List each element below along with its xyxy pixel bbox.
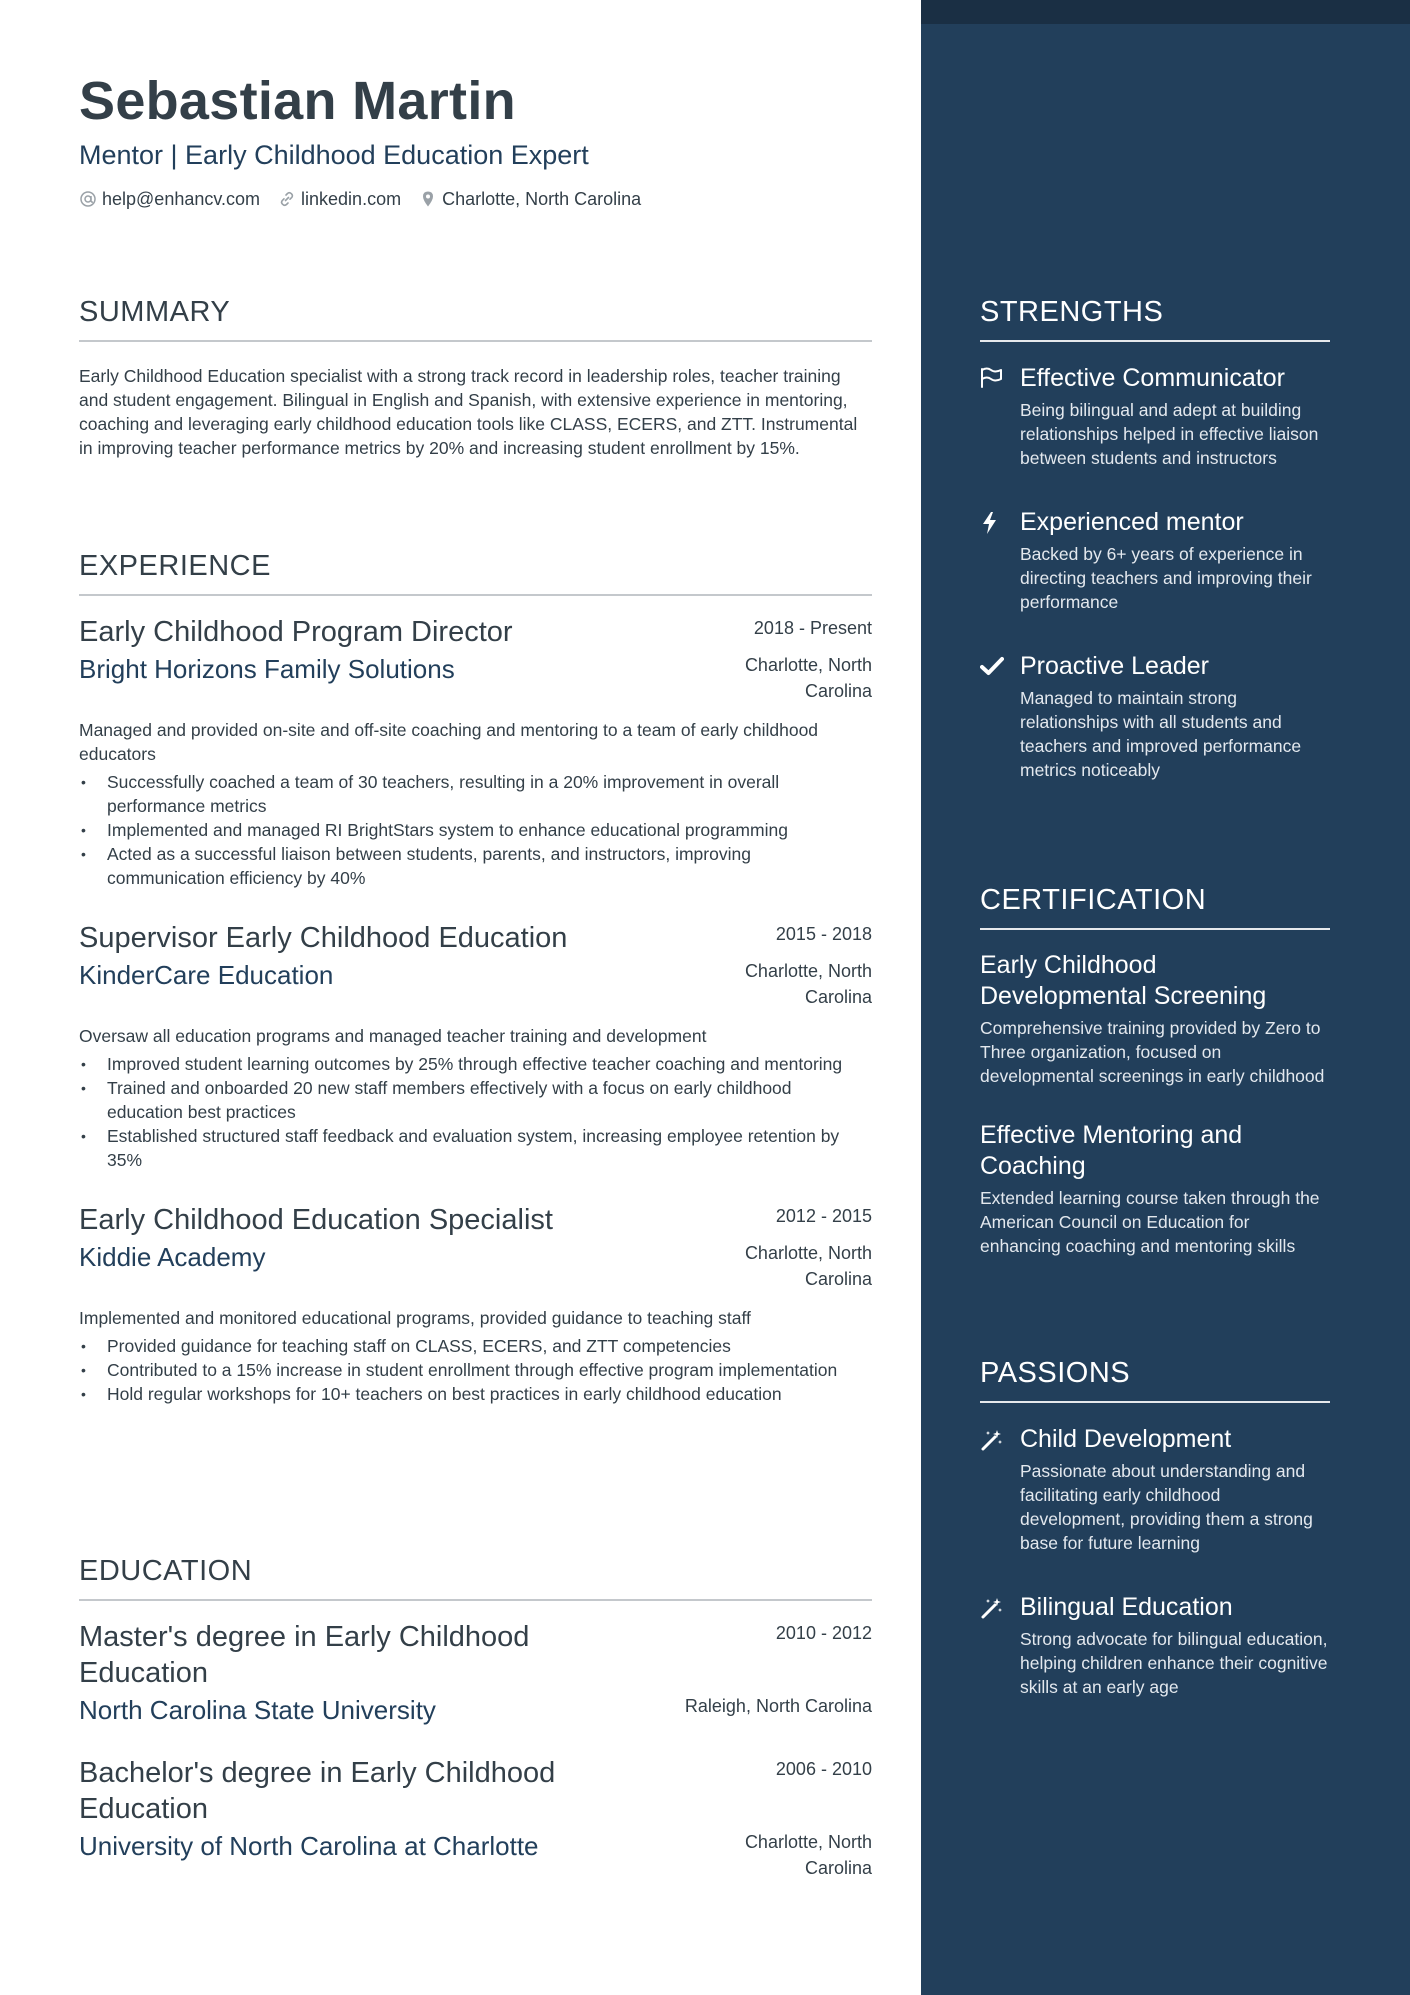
certification-description: Comprehensive training provided by Zero to Three organization, focused on developmental screenings in early childhood — [980, 1018, 1325, 1086]
list-item: • Implemented and managed RI BrightStars system to enhance educational programming — [79, 818, 872, 842]
job-date: 2012 - 2015 — [775, 1206, 872, 1226]
strengths-heading: STRENGTHS — [980, 296, 1164, 328]
degree-title: Master's degree in Early Childhood Education — [79, 1621, 530, 1689]
experience-section — [79, 548, 872, 1406]
list-item: • Established structured staff feedback and evaluation system, increasing employee retention by 35% — [79, 1124, 872, 1172]
email-text: help@enhancv.com — [102, 189, 261, 209]
passion-title: Bilingual Education — [1020, 1593, 1233, 1621]
achievement-list — [79, 1334, 872, 1406]
certification-title: Early Childhood Developmental Screening — [980, 951, 1267, 1010]
certification-description: Extended learning course taken through the American Council on Education for enhancing coaching and mentoring skills — [980, 1188, 1320, 1256]
education-entry — [79, 1619, 872, 1727]
education-entry — [79, 1755, 872, 1881]
location-pin-icon — [419, 190, 437, 208]
certification-heading: CERTIFICATION — [980, 884, 1207, 916]
strength-title: Experienced mentor — [1020, 508, 1244, 536]
strength-title: Proactive Leader — [1020, 652, 1210, 680]
education-heading: EDUCATION — [79, 1555, 253, 1587]
strength-item — [980, 362, 1330, 470]
section-divider — [980, 928, 1330, 930]
strength-description: Managed to maintain strong relationships with all students and teachers and improved performance metrics noticeably — [1020, 688, 1302, 780]
job-title: Early Childhood Education Specialist — [79, 1204, 553, 1236]
magic-wand-icon — [980, 1428, 1004, 1452]
summary-text: Early Childhood Education specialist with a strong track record in leadership roles, teacher training and student engagement. Bilingual in English and Spanish, with extensive experience in mentoring, coaching and leveraging early childhood education tools like CLASS, ECERS, and ZTT. Instrumental in improving teacher performance metrics by 20% and increasing student enrollment by 15%. — [79, 366, 858, 458]
strength-item — [980, 650, 1330, 782]
resume-header — [79, 68, 879, 211]
list-item: • Successfully coached a team of 30 teachers, resulting in a 20% improvement in overall performance metrics — [79, 770, 872, 818]
job-location: Charlotte, North Carolina — [744, 655, 872, 701]
company-name: Bright Horizons Family Solutions — [79, 654, 455, 684]
job-title: Supervisor Early Childhood Education — [79, 922, 568, 954]
job-location: Charlotte, North Carolina — [744, 961, 872, 1007]
passions-section — [980, 1355, 1330, 1699]
job-date: 2018 - Present — [753, 618, 872, 638]
section-divider — [79, 1599, 872, 1601]
summary-section — [79, 294, 872, 460]
strength-description: Being bilingual and adept at building relationships helped in effective liaison between students and instructors — [1020, 400, 1319, 468]
school-location: Raleigh, North Carolina — [684, 1696, 872, 1716]
candidate-title: Mentor | Early Childhood Education Expert — [79, 140, 589, 170]
section-divider — [980, 340, 1330, 342]
school-location: Charlotte, North Carolina — [744, 1832, 872, 1878]
checkmark-icon — [980, 655, 1004, 677]
experience-entry — [79, 614, 872, 890]
list-item: • Contributed to a 15% increase in student enrollment through effective program implementation — [79, 1358, 872, 1382]
passion-description: Strong advocate for bilingual education, helping children enhance their cognitive skills at an early age — [1020, 1629, 1328, 1697]
education-date: 2010 - 2012 — [775, 1623, 872, 1643]
experience-heading: EXPERIENCE — [79, 550, 271, 582]
list-item: • Hold regular workshops for 10+ teachers on best practices in early childhood education — [79, 1382, 872, 1406]
lightning-icon — [980, 511, 1000, 535]
list-item: • Provided guidance for teaching staff on CLASS, ECERS, and ZTT competencies — [79, 1334, 872, 1358]
certification-item — [980, 950, 1330, 1088]
education-date: 2006 - 2010 — [775, 1759, 872, 1779]
certification-title: Effective Mentoring and Coaching — [980, 1121, 1243, 1180]
strength-item — [980, 506, 1330, 614]
job-description: Implemented and monitored educational programs, provided guidance to teaching staff — [79, 1308, 751, 1328]
experience-entry — [79, 1202, 872, 1406]
at-icon — [79, 190, 97, 208]
strength-title: Effective Communicator — [1020, 364, 1285, 392]
degree-title: Bachelor's degree in Early Childhood Education — [79, 1757, 556, 1825]
job-title: Early Childhood Program Director — [79, 616, 513, 648]
section-divider — [980, 1401, 1330, 1403]
experience-entry — [79, 920, 872, 1172]
summary-heading: SUMMARY — [79, 296, 231, 328]
strength-description: Backed by 6+ years of experience in directing teachers and improving their performance — [1020, 544, 1312, 612]
education-section — [79, 1553, 872, 1881]
link-icon — [278, 190, 296, 208]
flag-icon — [980, 367, 1004, 389]
company-name: Kiddie Academy — [79, 1242, 266, 1272]
list-item: • Improved student learning outcomes by 25% through effective teacher coaching and mentoring — [79, 1052, 872, 1076]
passions-heading: PASSIONS — [980, 1357, 1131, 1389]
contact-location — [419, 187, 641, 211]
job-description: Oversaw all education programs and managed teacher training and development — [79, 1026, 707, 1046]
section-divider — [79, 340, 872, 342]
sidebar-top-bar — [921, 0, 1410, 24]
passion-item — [980, 1591, 1330, 1699]
list-item: • Trained and onboarded 20 new staff members effectively with a focus on early childhood education best practices — [79, 1076, 872, 1124]
location-text: Charlotte, North Carolina — [442, 189, 642, 209]
achievement-list — [79, 1052, 872, 1172]
certification-item — [980, 1120, 1330, 1258]
certification-section — [980, 882, 1330, 1258]
candidate-name: Sebastian Martin — [79, 71, 516, 131]
contact-email[interactable] — [79, 187, 260, 211]
school-name: North Carolina State University — [79, 1695, 436, 1725]
magic-wand-icon — [980, 1596, 1004, 1620]
achievement-list — [79, 770, 872, 890]
job-location: Charlotte, North Carolina — [744, 1243, 872, 1289]
list-item: • Acted as a successful liaison between students, parents, and instructors, improving communication efficiency by 40% — [79, 842, 872, 890]
job-date: 2015 - 2018 — [775, 924, 872, 944]
school-name: University of North Carolina at Charlotte — [79, 1831, 539, 1861]
strengths-section — [980, 294, 1330, 782]
company-name: KinderCare Education — [79, 960, 334, 990]
passion-description: Passionate about understanding and facilitating early childhood development, providing them a strong base for future learning — [1020, 1461, 1313, 1553]
linkedin-text: linkedin.com — [301, 189, 402, 209]
passion-title: Child Development — [1020, 1425, 1232, 1453]
section-divider — [79, 594, 872, 596]
contact-row — [79, 187, 879, 211]
contact-linkedin[interactable] — [278, 187, 401, 211]
passion-item — [980, 1423, 1330, 1555]
job-description: Managed and provided on-site and off-site coaching and mentoring to a team of early childhood educators — [79, 720, 819, 764]
